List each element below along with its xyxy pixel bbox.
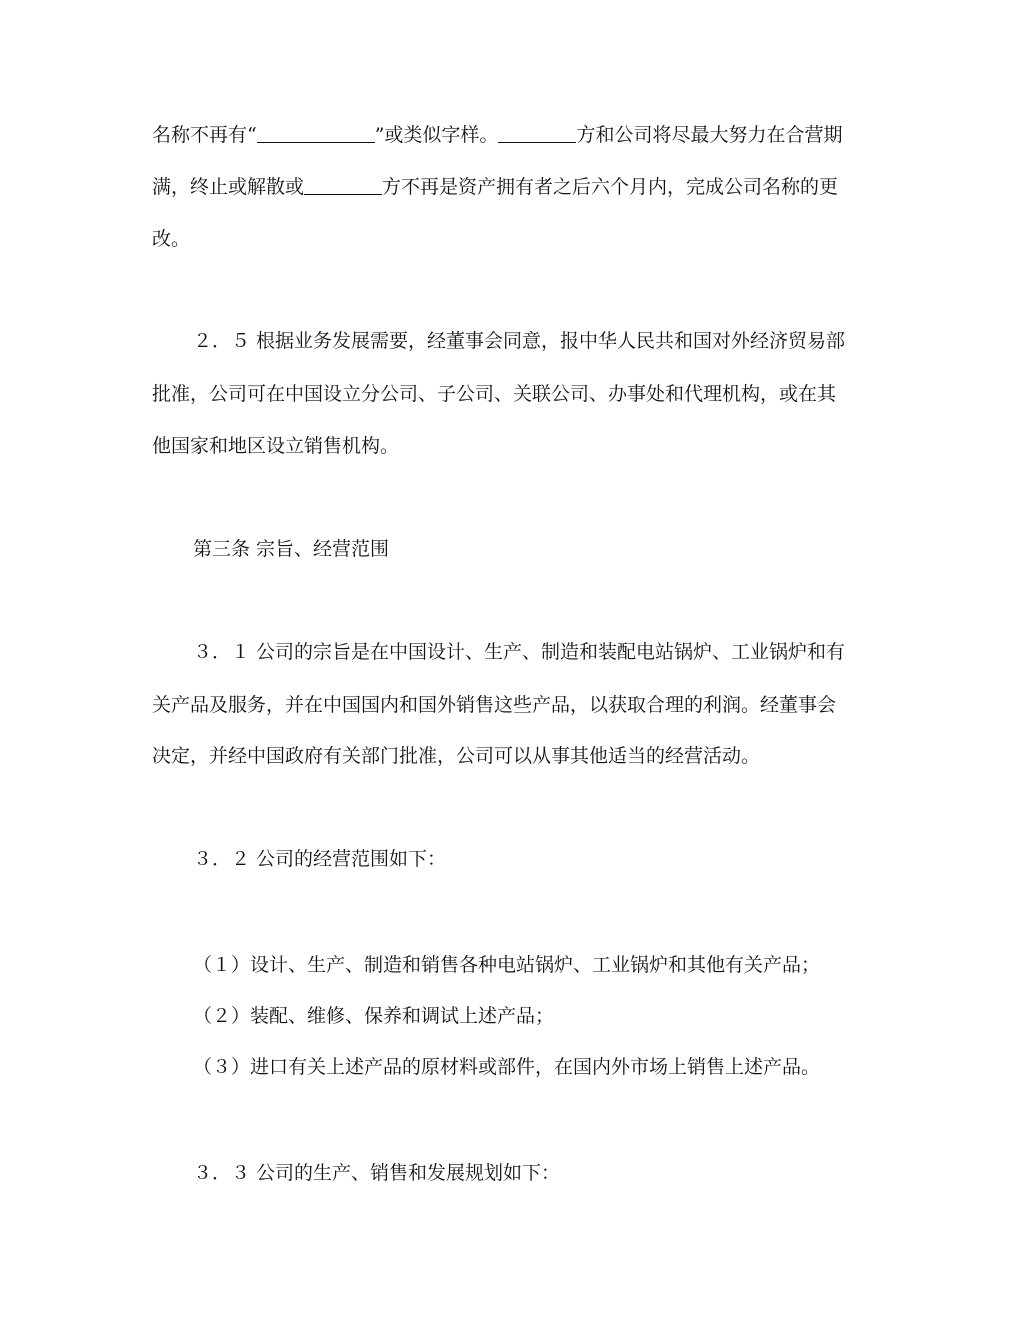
scope-item: （２）装配、维修、保养和调试上述产品； (193, 1005, 555, 1027)
text-span: 满，终止或解散或 (152, 176, 305, 198)
paragraph-3-2: ３．２ 公司的经营范围如下： (193, 848, 447, 870)
text-line: 改。 (152, 228, 191, 250)
paragraph-3-1-line: 决定，并经中国政府有关部门批准，公司可以从事其他适当的经营活动。 (152, 745, 761, 767)
text-line (152, 123, 842, 147)
scope-item: （３）进口有关上述产品的原材料或部件，在国内外市场上销售上述产品。 (193, 1056, 821, 1078)
paragraph-3-1-line: 关产品及服务，并在中国国内和国外销售这些产品，以获取合理的利润。经董事会 (152, 694, 837, 716)
paragraph-2-5-line: 批准，公司可在中国设立分公司、子公司、关联公司、办事处和代理机构，或在其 (152, 383, 837, 405)
paragraph-3-3: ３．３ 公司的生产、销售和发展规划如下： (193, 1162, 561, 1184)
article-3-heading: 第三条 宗旨、经营范围 (193, 538, 390, 560)
text-span: ”或类似字样。 (374, 124, 499, 146)
scope-item: （１）设计、生产、制造和销售各种电站锅炉、工业锅炉和其他有关产品； (193, 954, 821, 976)
fill-in-blank (304, 176, 382, 195)
text-span: 名称不再有“ (152, 124, 257, 146)
text-span: 方不再是资产拥有者之后六个月内，完成公司名称的更 (382, 176, 839, 198)
paragraph-3-1-line: ３．１ 公司的宗旨是在中国设计、生产、制造和装配电站锅炉、工业锅炉和有 (193, 641, 846, 663)
text-span: 方和公司将尽最大努力在合营期 (576, 124, 843, 146)
fill-in-blank (257, 124, 375, 143)
text-line (152, 175, 838, 199)
paragraph-2-5-line: ２．５ 根据业务发展需要，经董事会同意，报中华人民共和国对外经济贸易部 (193, 330, 846, 352)
fill-in-blank (498, 124, 576, 143)
paragraph-2-5-line: 他国家和地区设立销售机构。 (152, 435, 400, 457)
